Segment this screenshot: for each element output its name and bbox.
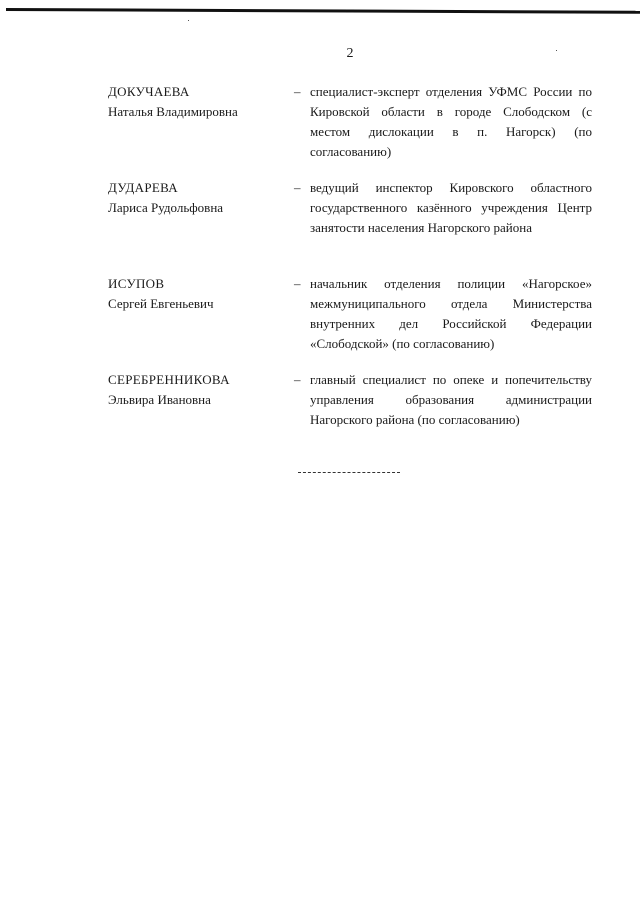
member-role: специалист-эксперт отделения УФМС России по Кировской области в городе Слободском (с местом дислокации в п. Нагорск) (по согласованию) — [310, 84, 592, 159]
member-name — [108, 82, 273, 122]
member-list — [108, 82, 592, 466]
dash-separator: – — [294, 84, 301, 99]
member-surname: ДОКУЧАЕВА — [108, 84, 190, 99]
member-surname: ДУДАРЕВА — [108, 180, 178, 195]
member-entry — [108, 370, 592, 466]
member-entry — [108, 82, 592, 178]
member-given-names: Наталья Владимировна — [108, 104, 238, 119]
dash-separator: – — [294, 372, 301, 387]
member-role: главный специалист по опеке и попечительству управления образования администрации Нагорского района (по согласованию) — [310, 372, 592, 427]
member-name — [108, 370, 273, 410]
dash-separator: – — [294, 276, 301, 291]
member-name — [108, 274, 273, 314]
dash-separator: – — [294, 180, 301, 195]
member-role: начальник отделения полиции «Нагорское» межмуниципального отдела Министерства внутренних дел Российской Федерации «Слободской» (по согласованию) — [310, 276, 592, 351]
member-given-names: Лариса Рудольфовна — [108, 200, 224, 215]
page-number: 2 — [346, 46, 354, 61]
end-of-list-line — [298, 472, 400, 474]
member-surname: СЕРЕБРЕННИКОВА — [108, 372, 230, 387]
top-border-line — [6, 8, 640, 14]
scan-speck — [188, 20, 189, 21]
member-entry — [108, 274, 592, 370]
member-surname: ИСУПОВ — [108, 276, 165, 291]
member-given-names: Сергей Евгеньевич — [108, 296, 214, 311]
member-name — [108, 178, 273, 218]
member-role: ведущий инспектор Кировского областного государственного казённого учреждения Центр занятости населения Нагорского района — [310, 180, 592, 235]
member-given-names: Эльвира Ивановна — [108, 392, 211, 407]
member-entry — [108, 178, 592, 274]
